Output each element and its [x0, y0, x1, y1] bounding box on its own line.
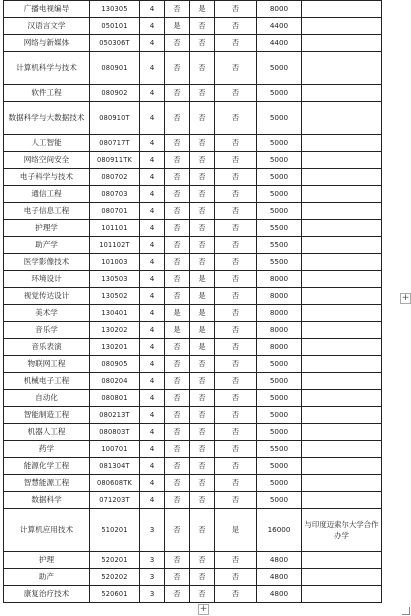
flag-a-cell: 是	[165, 322, 190, 339]
major-name-cell: 计算机科学与技术	[4, 52, 90, 85]
table-row	[4, 373, 382, 390]
note-cell	[302, 203, 382, 220]
table-row	[4, 152, 382, 169]
duration-cell: 4	[140, 35, 165, 52]
flag-b-cell: 否	[190, 441, 215, 458]
major-name-cell: 机器人工程	[4, 424, 90, 441]
flag-c-cell: 否	[215, 203, 257, 220]
flag-c-cell: 否	[215, 1, 257, 18]
table-row	[4, 85, 382, 102]
note-cell	[302, 271, 382, 288]
flag-c-cell: 否	[215, 569, 257, 586]
flag-a-cell: 是	[165, 18, 190, 35]
flag-a-cell: 否	[165, 424, 190, 441]
flag-b-cell: 否	[190, 186, 215, 203]
table-row	[4, 237, 382, 254]
fee-cell: 5000	[257, 52, 302, 85]
note-cell	[302, 220, 382, 237]
table-row	[4, 441, 382, 458]
major-code-cell: 130502	[90, 288, 140, 305]
major-code-cell: 080905	[90, 356, 140, 373]
major-code-cell: 080902	[90, 85, 140, 102]
major-code-cell: 130202	[90, 322, 140, 339]
flag-a-cell: 否	[165, 1, 190, 18]
major-name-cell: 智能制造工程	[4, 407, 90, 424]
table-row	[4, 569, 382, 586]
flag-b-cell: 否	[190, 237, 215, 254]
fee-cell: 4400	[257, 18, 302, 35]
flag-c-cell: 否	[215, 373, 257, 390]
table-row	[4, 271, 382, 288]
flag-a-cell: 否	[165, 52, 190, 85]
table-row	[4, 1, 382, 18]
flag-b-cell: 否	[190, 569, 215, 586]
flag-c-cell: 否	[215, 271, 257, 288]
flag-b-cell: 否	[190, 356, 215, 373]
major-code-cell: 080701	[90, 203, 140, 220]
note-cell	[302, 586, 382, 603]
flag-a-cell: 否	[165, 552, 190, 569]
fee-cell: 5000	[257, 169, 302, 186]
major-code-cell: 101003	[90, 254, 140, 271]
flag-c-cell: 否	[215, 492, 257, 509]
fee-cell: 5000	[257, 390, 302, 407]
flag-c-cell: 否	[215, 424, 257, 441]
major-code-cell: 100701	[90, 441, 140, 458]
fee-cell: 5000	[257, 186, 302, 203]
note-cell	[302, 356, 382, 373]
note-cell	[302, 407, 382, 424]
duration-cell: 3	[140, 552, 165, 569]
major-code-cell: 080717T	[90, 135, 140, 152]
note-cell	[302, 475, 382, 492]
fee-cell: 5000	[257, 135, 302, 152]
note-cell	[302, 373, 382, 390]
major-code-cell: 101102T	[90, 237, 140, 254]
flag-a-cell: 否	[165, 339, 190, 356]
fee-cell: 5000	[257, 492, 302, 509]
major-name-cell: 能源化学工程	[4, 458, 90, 475]
major-code-cell: 050306T	[90, 35, 140, 52]
table-row	[4, 52, 382, 85]
duration-cell: 4	[140, 356, 165, 373]
flag-a-cell: 否	[165, 509, 190, 552]
note-cell	[302, 390, 382, 407]
major-name-cell: 计算机应用技术	[4, 509, 90, 552]
flag-c-cell: 否	[215, 407, 257, 424]
flag-c-cell: 否	[215, 254, 257, 271]
major-name-cell: 护理学	[4, 220, 90, 237]
note-cell	[302, 424, 382, 441]
flag-b-cell: 否	[190, 169, 215, 186]
flag-b-cell: 是	[190, 271, 215, 288]
major-code-cell: 081304T	[90, 458, 140, 475]
note-cell	[302, 237, 382, 254]
duration-cell: 4	[140, 102, 165, 135]
table-add-column-handle[interactable]: +	[401, 293, 410, 303]
flag-b-cell: 否	[190, 552, 215, 569]
major-code-cell: 080204	[90, 373, 140, 390]
flag-c-cell: 否	[215, 18, 257, 35]
flag-b-cell: 否	[190, 586, 215, 603]
duration-cell: 3	[140, 586, 165, 603]
table-row	[4, 220, 382, 237]
flag-b-cell: 是	[190, 305, 215, 322]
duration-cell: 4	[140, 441, 165, 458]
duration-cell: 4	[140, 390, 165, 407]
flag-b-cell: 否	[190, 492, 215, 509]
note-cell	[302, 339, 382, 356]
note-cell	[302, 305, 382, 322]
table-row	[4, 186, 382, 203]
major-name-cell: 护理	[4, 552, 90, 569]
flag-a-cell: 否	[165, 254, 190, 271]
major-name-cell: 汉语言文学	[4, 18, 90, 35]
flag-c-cell: 否	[215, 102, 257, 135]
fee-cell: 8000	[257, 1, 302, 18]
duration-cell: 4	[140, 169, 165, 186]
fee-cell: 8000	[257, 305, 302, 322]
flag-a-cell: 否	[165, 102, 190, 135]
duration-cell: 3	[140, 509, 165, 552]
major-name-cell: 人工智能	[4, 135, 90, 152]
major-code-cell: 080911TK	[90, 152, 140, 169]
flag-b-cell: 否	[190, 458, 215, 475]
fee-cell: 5000	[257, 424, 302, 441]
table-row	[4, 35, 382, 52]
table-row	[4, 18, 382, 35]
fee-cell: 4800	[257, 569, 302, 586]
flag-b-cell: 否	[190, 475, 215, 492]
flag-b-cell: 是	[190, 339, 215, 356]
flag-c-cell: 是	[215, 509, 257, 552]
note-cell	[302, 135, 382, 152]
flag-c-cell: 否	[215, 152, 257, 169]
flag-a-cell: 否	[165, 35, 190, 52]
duration-cell: 4	[140, 424, 165, 441]
note-cell	[302, 169, 382, 186]
table-row	[4, 552, 382, 569]
flag-a-cell: 否	[165, 288, 190, 305]
flag-a-cell: 否	[165, 492, 190, 509]
major-name-cell: 助产学	[4, 237, 90, 254]
table-row	[4, 390, 382, 407]
major-code-cell: 101101	[90, 220, 140, 237]
table-row	[4, 288, 382, 305]
flag-c-cell: 否	[215, 390, 257, 407]
note-cell	[302, 52, 382, 85]
flag-a-cell: 否	[165, 237, 190, 254]
table-add-row-handle[interactable]: +	[199, 604, 208, 614]
duration-cell: 4	[140, 254, 165, 271]
enrollment-fee-table	[3, 0, 382, 603]
major-code-cell: 071203T	[90, 492, 140, 509]
fee-cell: 16000	[257, 509, 302, 552]
flag-b-cell: 否	[190, 390, 215, 407]
table-row	[4, 509, 382, 552]
note-cell	[302, 186, 382, 203]
major-code-cell: 050101	[90, 18, 140, 35]
flag-a-cell: 否	[165, 458, 190, 475]
duration-cell: 4	[140, 152, 165, 169]
fee-cell: 5000	[257, 373, 302, 390]
major-name-cell: 电子科学与技术	[4, 169, 90, 186]
major-code-cell: 130305	[90, 1, 140, 18]
flag-c-cell: 否	[215, 356, 257, 373]
note-cell	[302, 322, 382, 339]
flag-b-cell: 否	[190, 424, 215, 441]
note-cell	[302, 102, 382, 135]
major-name-cell: 广播电视编导	[4, 1, 90, 18]
major-name-cell: 通信工程	[4, 186, 90, 203]
flag-c-cell: 否	[215, 237, 257, 254]
flag-c-cell: 否	[215, 322, 257, 339]
note-cell	[302, 492, 382, 509]
duration-cell: 4	[140, 288, 165, 305]
major-code-cell: 130401	[90, 305, 140, 322]
flag-b-cell: 是	[190, 288, 215, 305]
major-name-cell: 物联网工程	[4, 356, 90, 373]
fee-cell: 5000	[257, 475, 302, 492]
flag-b-cell: 否	[190, 35, 215, 52]
flag-c-cell: 否	[215, 135, 257, 152]
fee-cell: 5500	[257, 441, 302, 458]
flag-a-cell: 否	[165, 390, 190, 407]
major-code-cell: 080608TK	[90, 475, 140, 492]
duration-cell: 4	[140, 135, 165, 152]
major-code-cell: 520601	[90, 586, 140, 603]
flag-b-cell: 是	[190, 322, 215, 339]
flag-b-cell: 否	[190, 203, 215, 220]
major-code-cell: 080910T	[90, 102, 140, 135]
flag-b-cell: 否	[190, 509, 215, 552]
flag-c-cell: 否	[215, 186, 257, 203]
major-name-cell: 软件工程	[4, 85, 90, 102]
flag-c-cell: 否	[215, 288, 257, 305]
major-code-cell: 080803T	[90, 424, 140, 441]
table-row	[4, 322, 382, 339]
duration-cell: 4	[140, 203, 165, 220]
flag-a-cell: 否	[165, 271, 190, 288]
table-row	[4, 169, 382, 186]
fee-cell: 5500	[257, 237, 302, 254]
fee-cell: 5000	[257, 102, 302, 135]
flag-c-cell: 否	[215, 169, 257, 186]
major-name-cell: 机械电子工程	[4, 373, 90, 390]
table-row	[4, 339, 382, 356]
flag-a-cell: 否	[165, 152, 190, 169]
table-resize-handle[interactable]	[402, 607, 410, 615]
fee-cell: 5500	[257, 220, 302, 237]
note-cell	[302, 552, 382, 569]
note-cell	[302, 18, 382, 35]
flag-c-cell: 否	[215, 85, 257, 102]
table-row	[4, 203, 382, 220]
flag-c-cell: 否	[215, 339, 257, 356]
major-name-cell: 药学	[4, 441, 90, 458]
major-name-cell: 音乐表演	[4, 339, 90, 356]
major-code-cell: 130503	[90, 271, 140, 288]
flag-a-cell: 否	[165, 441, 190, 458]
major-name-cell: 音乐学	[4, 322, 90, 339]
fee-cell: 8000	[257, 322, 302, 339]
flag-c-cell: 否	[215, 475, 257, 492]
fee-cell: 5000	[257, 356, 302, 373]
duration-cell: 4	[140, 52, 165, 85]
fee-cell: 5500	[257, 254, 302, 271]
flag-c-cell: 否	[215, 586, 257, 603]
major-name-cell: 网络与新媒体	[4, 35, 90, 52]
table-row	[4, 492, 382, 509]
flag-b-cell: 否	[190, 152, 215, 169]
note-cell	[302, 85, 382, 102]
flag-c-cell: 否	[215, 52, 257, 85]
flag-c-cell: 否	[215, 552, 257, 569]
note-cell	[302, 35, 382, 52]
flag-b-cell: 否	[190, 18, 215, 35]
note-cell	[302, 152, 382, 169]
flag-a-cell: 否	[165, 169, 190, 186]
fee-cell: 5000	[257, 407, 302, 424]
major-name-cell: 数据科学	[4, 492, 90, 509]
flag-c-cell: 否	[215, 441, 257, 458]
flag-a-cell: 否	[165, 475, 190, 492]
major-name-cell: 助产	[4, 569, 90, 586]
flag-a-cell: 否	[165, 569, 190, 586]
table-row	[4, 424, 382, 441]
flag-b-cell: 否	[190, 52, 215, 85]
fee-cell: 8000	[257, 339, 302, 356]
flag-a-cell: 否	[165, 356, 190, 373]
duration-cell: 4	[140, 237, 165, 254]
fee-cell: 4800	[257, 586, 302, 603]
duration-cell: 4	[140, 407, 165, 424]
table-row	[4, 475, 382, 492]
flag-a-cell: 否	[165, 203, 190, 220]
table-row	[4, 102, 382, 135]
flag-b-cell: 否	[190, 220, 215, 237]
flag-c-cell: 否	[215, 220, 257, 237]
flag-b-cell: 否	[190, 85, 215, 102]
major-code-cell: 080703	[90, 186, 140, 203]
duration-cell: 4	[140, 305, 165, 322]
note-cell	[302, 1, 382, 18]
table-row	[4, 254, 382, 271]
flag-b-cell: 否	[190, 373, 215, 390]
flag-a-cell: 否	[165, 220, 190, 237]
major-code-cell: 080901	[90, 52, 140, 85]
major-code-cell: 130201	[90, 339, 140, 356]
major-name-cell: 数据科学与大数据技术	[4, 102, 90, 135]
fee-cell: 4400	[257, 35, 302, 52]
flag-b-cell: 是	[190, 1, 215, 18]
major-name-cell: 智慧能源工程	[4, 475, 90, 492]
flag-b-cell: 否	[190, 407, 215, 424]
duration-cell: 4	[140, 220, 165, 237]
fee-cell: 5000	[257, 458, 302, 475]
note-cell	[302, 254, 382, 271]
flag-c-cell: 否	[215, 458, 257, 475]
flag-b-cell: 否	[190, 254, 215, 271]
major-name-cell: 医学影像技术	[4, 254, 90, 271]
flag-a-cell: 否	[165, 186, 190, 203]
fee-cell: 4800	[257, 552, 302, 569]
duration-cell: 4	[140, 492, 165, 509]
duration-cell: 4	[140, 339, 165, 356]
flag-b-cell: 否	[190, 135, 215, 152]
flag-a-cell: 否	[165, 586, 190, 603]
flag-a-cell: 否	[165, 373, 190, 390]
note-cell: 与印度迈索尔大学合作办学	[302, 509, 382, 552]
major-code-cell: 520202	[90, 569, 140, 586]
duration-cell: 3	[140, 569, 165, 586]
major-name-cell: 自动化	[4, 390, 90, 407]
table-row	[4, 135, 382, 152]
major-code-cell: 080801	[90, 390, 140, 407]
major-name-cell: 网络空间安全	[4, 152, 90, 169]
flag-c-cell: 否	[215, 35, 257, 52]
duration-cell: 4	[140, 475, 165, 492]
flag-a-cell: 否	[165, 135, 190, 152]
note-cell	[302, 288, 382, 305]
table-row	[4, 458, 382, 475]
major-code-cell: 510201	[90, 509, 140, 552]
duration-cell: 4	[140, 271, 165, 288]
flag-a-cell: 否	[165, 407, 190, 424]
note-cell	[302, 569, 382, 586]
fee-cell: 5000	[257, 203, 302, 220]
major-name-cell: 环境设计	[4, 271, 90, 288]
major-name-cell: 美术学	[4, 305, 90, 322]
note-cell	[302, 458, 382, 475]
flag-a-cell: 是	[165, 305, 190, 322]
table-row	[4, 407, 382, 424]
duration-cell: 4	[140, 85, 165, 102]
table-row	[4, 305, 382, 322]
fee-cell: 5000	[257, 152, 302, 169]
duration-cell: 4	[140, 186, 165, 203]
major-name-cell: 康复治疗技术	[4, 586, 90, 603]
table-row	[4, 586, 382, 603]
note-cell	[302, 441, 382, 458]
fee-cell: 8000	[257, 271, 302, 288]
duration-cell: 4	[140, 458, 165, 475]
fee-cell: 8000	[257, 288, 302, 305]
fee-cell: 5000	[257, 85, 302, 102]
flag-a-cell: 否	[165, 85, 190, 102]
flag-c-cell: 否	[215, 305, 257, 322]
duration-cell: 4	[140, 18, 165, 35]
major-name-cell: 视觉传达设计	[4, 288, 90, 305]
flag-b-cell: 否	[190, 102, 215, 135]
duration-cell: 4	[140, 1, 165, 18]
major-name-cell: 电子信息工程	[4, 203, 90, 220]
table-row	[4, 356, 382, 373]
major-code-cell: 080213T	[90, 407, 140, 424]
major-code-cell: 520201	[90, 552, 140, 569]
duration-cell: 4	[140, 322, 165, 339]
major-code-cell: 080702	[90, 169, 140, 186]
duration-cell: 4	[140, 373, 165, 390]
